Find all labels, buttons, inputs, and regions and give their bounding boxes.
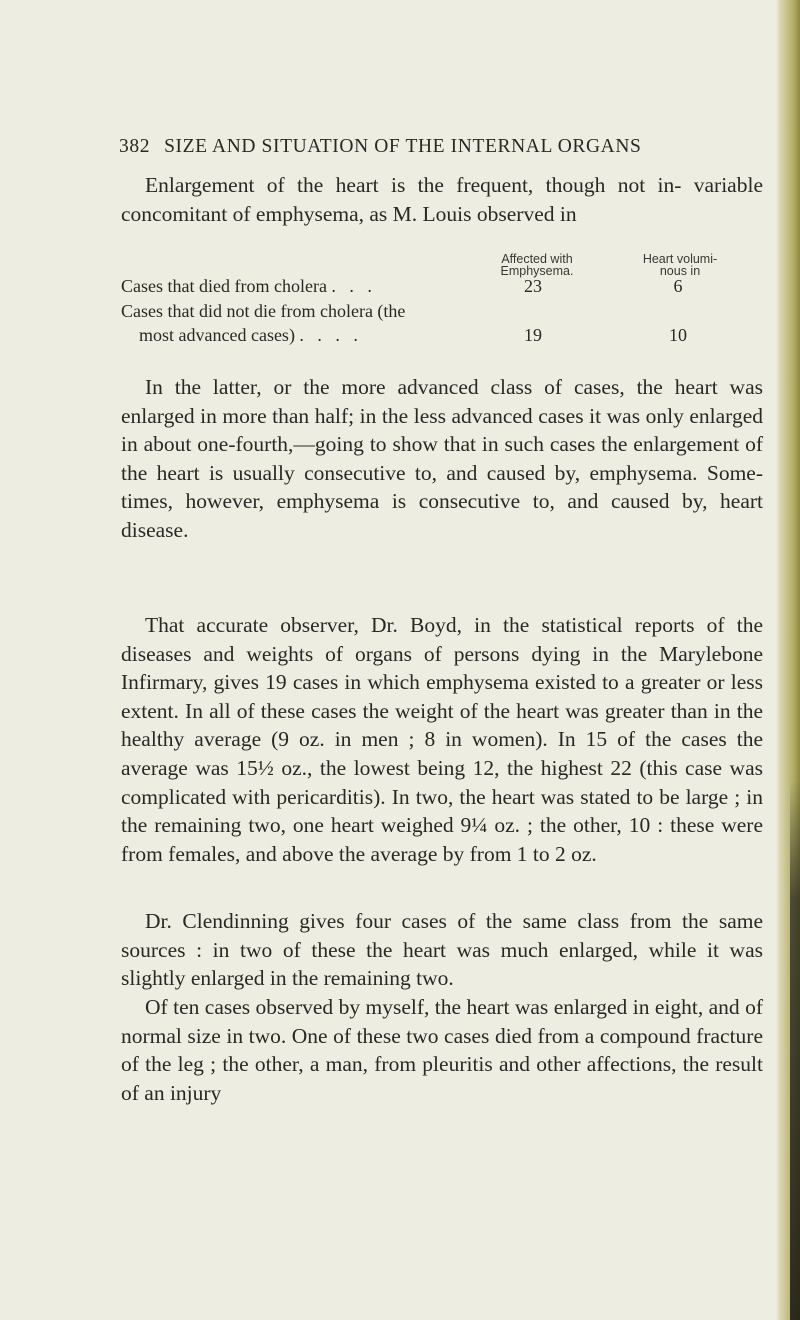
binding-edge: [790, 780, 800, 1320]
col-header-emphysema: Affected with Emphysema.: [500, 252, 574, 278]
row1-emphysema-value: 23: [524, 276, 542, 296]
row-label-died: Cases that died from cholera . . .: [121, 276, 372, 296]
running-title: SIZE AND SITUATION OF THE INTERNAL ORGANS: [164, 136, 642, 157]
paragraph-own-cases: Of ten cases observed by myself, the heart was enlarged in eight, and of normal size in two. One of these two cases died from a compound fracture of the leg ; the other, a man, from pleuritis and other affections, the result of an injury: [121, 995, 763, 1105]
paragraph-latter-class: In the latter, or the more advanced class of cases, the heart was enlarged in more than half; in the less advanced cases it was only enlarged in about one-fourth,—going to show that in such cases the enlargement of the heart is usually consecutive to, and caused by, emphysema. Some- times, however, emphysema is consecutive to, and caused by, heart disease.: [121, 375, 763, 542]
intro-paragraph: Enlargement of the heart is the frequent, though not in- variable concomitant of emphysema, as M. Louis observed in: [121, 173, 763, 226]
row-label-survived-line1: Cases that did not die from cholera (the: [121, 301, 406, 321]
paragraph-dr-clendinning: Dr. Clendinning gives four cases of the same class from the same sources : in two of these the heart was much enlarged, while it was slightly enlarged in the remaining two.: [121, 909, 763, 991]
page-number: 382: [119, 136, 151, 157]
col-header-heart: Heart volumi- nous in: [642, 252, 718, 278]
row1-heart-value: 6: [673, 276, 683, 296]
row2-heart-value: 10: [669, 325, 687, 345]
row2-emphysema-value: 19: [524, 325, 542, 345]
row-label-survived-line2: most advanced cases) . . . .: [139, 325, 358, 345]
running-header: [119, 136, 759, 158]
paragraph-dr-boyd: That accurate observer, Dr. Boyd, in the statistical reports of the diseases and weights of organs of persons dying in the Marylebone Infirmary, gives 19 cases in which emphysema existed to a greater or less extent. In all of these cases the weight of the heart was greater than in the healthy average (9 oz. in men ; 8 in women). In 15 of the cases the average was 15½ oz., the lowest being 12, the highest 22 (this case was complicated with pericarditis). In two, the heart was stated to be large ; in the remaining two, one heart weighed 9¼ oz. ; the other, 10 : these were from females, and above the average by from 1 to 2 oz.: [121, 613, 763, 866]
